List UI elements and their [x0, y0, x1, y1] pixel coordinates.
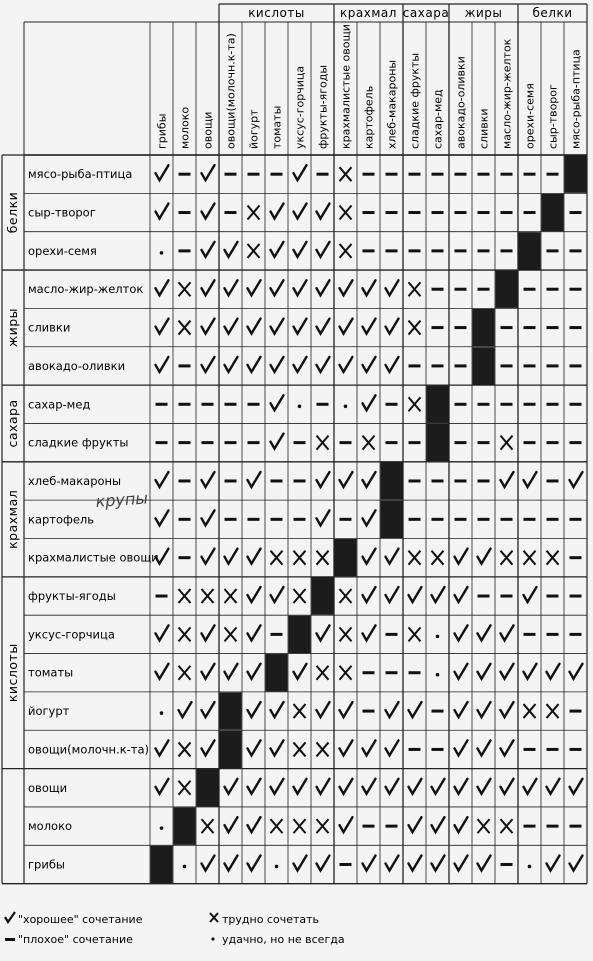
diagonal-cell — [197, 769, 219, 806]
dash-mark — [501, 249, 513, 252]
dash-mark — [501, 173, 513, 176]
dash-mark — [409, 671, 421, 674]
dash-mark — [455, 173, 467, 176]
handwritten-note: крупы — [94, 488, 149, 511]
column-header: крахмалистые овощи — [339, 24, 353, 149]
row-header: сыр-творог — [28, 205, 96, 220]
dash-mark — [570, 403, 582, 406]
row-group-label: кислоты — [5, 643, 20, 703]
dash-mark — [478, 249, 490, 252]
column-header: сливки — [477, 108, 491, 149]
dash-mark — [156, 441, 168, 444]
row-group-label: белки — [5, 191, 20, 234]
dash-mark — [478, 441, 490, 444]
dash-mark — [524, 364, 536, 367]
row-header: картофель — [28, 512, 95, 527]
dash-mark — [179, 441, 191, 444]
diagonal-cell — [519, 232, 541, 269]
diagonal-cell — [565, 156, 587, 193]
dash-mark — [478, 518, 490, 521]
dash-mark — [455, 249, 467, 252]
dash-mark — [501, 211, 513, 214]
dash-mark — [478, 173, 490, 176]
diagonal-cell — [542, 194, 564, 231]
dot-mark — [160, 711, 164, 715]
diagonal-cell — [220, 692, 242, 729]
diagonal-cell — [220, 731, 242, 768]
dot-mark — [160, 251, 164, 255]
dash-mark — [547, 364, 559, 367]
dash-mark — [386, 403, 398, 406]
dash-mark — [202, 403, 214, 406]
row-header: сахар-мед — [28, 397, 91, 412]
dash-mark — [547, 173, 559, 176]
row-header: уксус-горчица — [28, 627, 115, 642]
dash-mark — [455, 441, 467, 444]
diagonal-cell — [174, 807, 196, 844]
dash-mark — [570, 441, 582, 444]
dash-mark — [294, 441, 306, 444]
dash-mark — [524, 748, 536, 751]
dash-mark — [478, 595, 490, 598]
diagonal-cell — [473, 347, 495, 384]
dash-mark — [363, 825, 375, 828]
row-group-label: жиры — [5, 307, 20, 348]
dash-mark — [432, 710, 444, 713]
dash-mark — [386, 825, 398, 828]
legend-ok-label: удачно, но не всегда — [222, 933, 345, 946]
dash-mark — [409, 364, 421, 367]
dash-mark — [179, 403, 191, 406]
column-header: мясо-рыба-птица — [569, 49, 583, 149]
row-header: сладкие фрукты — [28, 435, 129, 450]
dash-mark — [547, 518, 559, 521]
dash-mark — [248, 518, 260, 521]
dash-mark — [179, 211, 191, 214]
row-header: орехи-семя — [28, 243, 97, 258]
diagonal-cell — [496, 271, 518, 308]
column-header: овощи — [201, 111, 215, 149]
dash-mark — [317, 173, 329, 176]
dash-mark — [179, 364, 191, 367]
dash-mark — [179, 518, 191, 521]
diagonal-cell — [427, 424, 449, 461]
column-header: авокадо-оливки — [454, 56, 468, 149]
diagonal-cell — [381, 501, 403, 538]
dash-mark — [340, 441, 352, 444]
dash-mark — [294, 518, 306, 521]
dot-mark — [160, 826, 164, 830]
dash-mark — [363, 710, 375, 713]
dash-mark — [386, 249, 398, 252]
diagonal-cell — [151, 846, 173, 883]
dash-mark — [547, 326, 559, 329]
dash-mark — [455, 288, 467, 291]
dash-mark — [225, 173, 237, 176]
dash-mark — [455, 403, 467, 406]
row-header: овощи — [28, 780, 68, 795]
column-header: сладкие фрукты — [408, 52, 422, 149]
dash-mark — [386, 211, 398, 214]
dash-mark — [455, 211, 467, 214]
dot-mark — [528, 865, 532, 869]
dash-mark — [432, 211, 444, 214]
row-header: йогурт — [28, 704, 70, 719]
column-group-label: кислоты — [248, 6, 305, 20]
dash-mark — [248, 441, 260, 444]
dash-mark — [524, 326, 536, 329]
dash-mark — [570, 288, 582, 291]
dash-mark — [501, 863, 513, 866]
dash-mark — [179, 173, 191, 176]
column-header: картофель — [362, 85, 376, 149]
dash-mark — [409, 211, 421, 214]
column-header: сахар-мед — [431, 89, 445, 149]
dash-mark — [570, 825, 582, 828]
dash-mark — [570, 710, 582, 713]
dash-mark — [248, 173, 260, 176]
dash-mark — [478, 479, 490, 482]
row-header: молоко — [28, 819, 73, 834]
dash-mark — [570, 748, 582, 751]
dash-mark — [363, 173, 375, 176]
dash-mark — [225, 403, 237, 406]
dash-mark — [248, 403, 260, 406]
dash-mark — [409, 518, 421, 521]
dash-mark — [409, 748, 421, 751]
row-header: томаты — [28, 665, 74, 680]
dash-mark — [225, 479, 237, 482]
dash-mark — [570, 633, 582, 636]
dash-mark — [432, 518, 444, 521]
dot-mark — [344, 404, 348, 408]
column-header: сыр-творог — [546, 84, 560, 149]
dash-mark — [547, 825, 559, 828]
diagonal-cell — [266, 654, 288, 691]
dash-mark — [179, 479, 191, 482]
legend-hard-label: трудно сочетать — [222, 913, 320, 926]
column-header: томаты — [270, 105, 284, 149]
dash-mark — [524, 403, 536, 406]
dash-mark — [363, 671, 375, 674]
diagonal-cell — [473, 309, 495, 346]
row-group-label: сахара — [5, 399, 20, 448]
dash-mark — [478, 403, 490, 406]
column-group-label: сахара — [402, 6, 450, 20]
dash-mark — [547, 748, 559, 751]
dash-mark — [570, 364, 582, 367]
row-header: сливки — [28, 320, 71, 335]
dash-mark — [386, 633, 398, 636]
dash-mark — [547, 249, 559, 252]
dash-mark — [432, 249, 444, 252]
diagonal-cell — [335, 539, 357, 576]
row-header: фрукты-ягоды — [28, 589, 116, 604]
dash-mark — [340, 863, 352, 866]
dash-mark — [386, 173, 398, 176]
dash-mark — [432, 748, 444, 751]
dash-mark — [294, 479, 306, 482]
dash-mark — [501, 403, 513, 406]
dash-mark — [524, 173, 536, 176]
column-header: молоко — [178, 106, 192, 149]
dash-mark — [317, 403, 329, 406]
column-header: йогурт — [247, 109, 261, 149]
row-header: овощи(молочн.к-та) — [28, 742, 150, 757]
dash-mark — [363, 211, 375, 214]
dash-mark — [478, 211, 490, 214]
column-group-label: крахмал — [340, 6, 397, 20]
dash-mark — [271, 173, 283, 176]
diagonal-cell — [427, 386, 449, 423]
dash-mark — [363, 249, 375, 252]
dash-mark — [271, 518, 283, 521]
dash-mark — [524, 211, 536, 214]
dash-mark — [570, 595, 582, 598]
column-header: овощи(молочн.к-та) — [224, 33, 238, 149]
dash-mark — [156, 403, 168, 406]
row-header: грибы — [28, 857, 65, 872]
dot-mark — [183, 865, 187, 869]
dash-mark — [570, 249, 582, 252]
row-header: хлеб-макароны — [28, 473, 122, 488]
dot-mark — [436, 635, 440, 639]
dot-mark — [298, 404, 302, 408]
dash-mark — [524, 288, 536, 291]
dash-mark — [409, 441, 421, 444]
dash-mark — [432, 364, 444, 367]
dash-mark — [501, 518, 513, 521]
dot-mark — [275, 865, 279, 869]
legend-good-label: "хорошее" сочетание — [18, 913, 143, 926]
dash-mark — [225, 518, 237, 521]
diagonal-cell — [289, 616, 311, 653]
diagonal-cell — [312, 577, 334, 614]
dash-mark — [409, 249, 421, 252]
dash-mark — [409, 173, 421, 176]
dash-mark — [179, 249, 191, 252]
dash-mark — [570, 211, 582, 214]
dash-mark — [455, 326, 467, 329]
dash-mark — [547, 479, 559, 482]
dash-mark — [455, 364, 467, 367]
dash-mark — [432, 173, 444, 176]
legend-dash-icon — [5, 938, 15, 941]
dash-mark — [409, 479, 421, 482]
row-header: крахмалистые овощи — [28, 550, 159, 565]
dash-mark — [271, 479, 283, 482]
dash-mark — [271, 633, 283, 636]
legend-bad-label: "плохое" сочетание — [18, 933, 133, 946]
dash-mark — [501, 595, 513, 598]
dash-mark — [432, 479, 444, 482]
column-header: грибы — [155, 113, 169, 149]
dash-mark — [547, 441, 559, 444]
dash-mark — [340, 518, 352, 521]
dash-mark — [524, 518, 536, 521]
dash-mark — [432, 288, 444, 291]
diagonal-cell — [381, 462, 403, 499]
dash-mark — [225, 441, 237, 444]
column-header: масло-жир-желток — [500, 38, 514, 149]
dash-mark — [386, 671, 398, 674]
legend-dot-icon — [211, 937, 214, 940]
row-header: авокадо-оливки — [28, 358, 126, 373]
dash-mark — [202, 441, 214, 444]
dash-mark — [570, 326, 582, 329]
dash-mark — [478, 288, 490, 291]
column-header: уксус-горчица — [293, 65, 307, 149]
dash-mark — [179, 556, 191, 559]
dash-mark — [524, 441, 536, 444]
dash-mark — [570, 518, 582, 521]
column-header: орехи-семя — [523, 83, 537, 149]
dash-mark — [547, 633, 559, 636]
dash-mark — [455, 518, 467, 521]
dash-mark — [547, 403, 559, 406]
dash-mark — [524, 825, 536, 828]
dash-mark — [501, 326, 513, 329]
dash-mark — [547, 288, 559, 291]
row-header: мясо-рыба-птица — [28, 167, 133, 182]
column-header: фрукты-ягоды — [316, 64, 330, 149]
dash-mark — [386, 441, 398, 444]
row-group-label: крахмал — [5, 489, 20, 549]
dot-mark — [436, 673, 440, 677]
dash-mark — [455, 479, 467, 482]
dash-mark — [501, 364, 513, 367]
dash-mark — [225, 211, 237, 214]
column-group-label: жиры — [464, 6, 503, 20]
dash-mark — [156, 595, 168, 598]
dash-mark — [524, 633, 536, 636]
row-header: масло-жир-желток — [28, 282, 144, 297]
dash-mark — [432, 326, 444, 329]
column-group-label: белки — [532, 6, 573, 20]
dash-mark — [547, 595, 559, 598]
dash-mark — [570, 556, 582, 559]
column-header: хлеб-макароны — [385, 59, 399, 149]
